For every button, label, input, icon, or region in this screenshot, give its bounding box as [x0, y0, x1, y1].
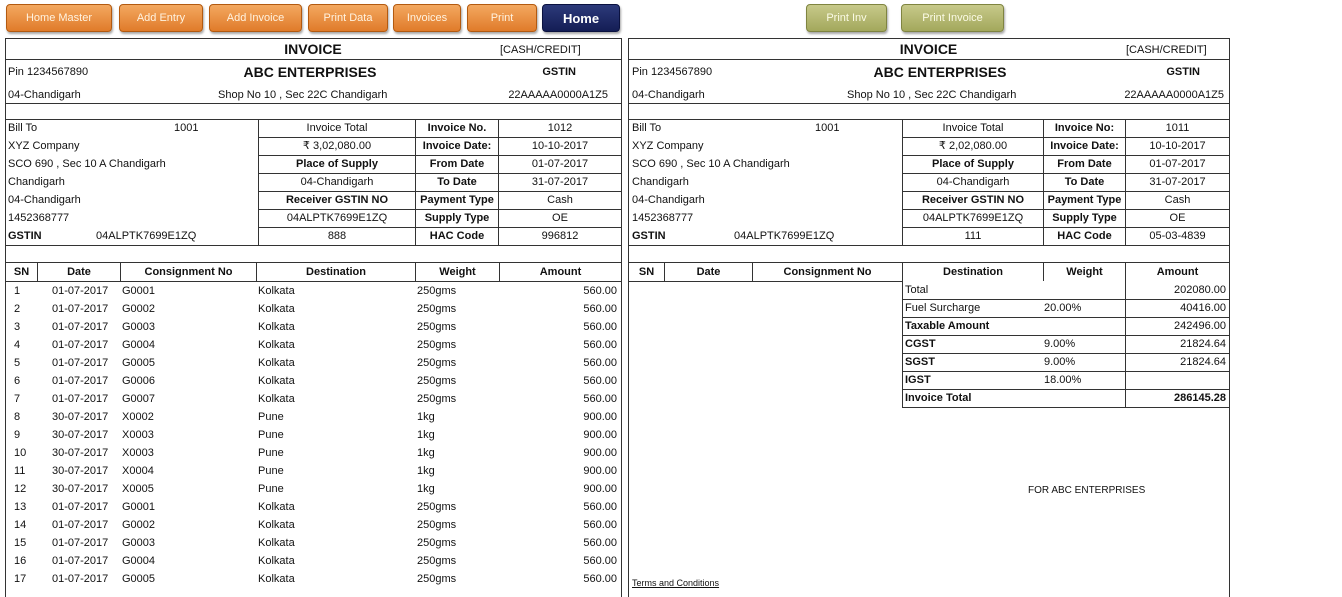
- gstin-label: GSTIN: [1166, 65, 1200, 78]
- row-consignment: G0007: [122, 393, 156, 405]
- row-amount: 900.00: [583, 411, 617, 423]
- row-weight: 250gms: [417, 519, 457, 531]
- row-weight: 1kg: [417, 429, 435, 441]
- row-sn: 16: [14, 555, 27, 567]
- invoice-no-label: Invoice No.: [427, 122, 487, 134]
- summary-rate: [1044, 390, 1124, 407]
- row-date: 01-07-2017: [52, 321, 109, 333]
- from-date-label: From Date: [1057, 158, 1112, 170]
- customer-gstin: 04ALPTK7699E1ZQ: [734, 230, 835, 242]
- summary-rate: 9.00%: [1044, 356, 1076, 368]
- summary-label: CGST: [905, 338, 936, 350]
- row-amount: 560.00: [583, 375, 617, 387]
- row-destination: Pune: [258, 465, 284, 477]
- row-date: 01-07-2017: [52, 285, 109, 297]
- row-destination: Kolkata: [258, 303, 295, 315]
- row-consignment: G0005: [122, 573, 156, 585]
- row-consignment: G0003: [122, 321, 156, 333]
- company-name: ABC ENTERPRISES: [243, 64, 377, 80]
- customer-city: Chandigarh: [632, 176, 689, 188]
- row-consignment: X0005: [122, 483, 154, 495]
- row-amount: 560.00: [583, 357, 617, 369]
- col-consignment: Consignment No: [783, 265, 872, 278]
- row-weight: 250gms: [417, 339, 457, 351]
- cash-credit-label: [CASH/CREDIT]: [1126, 43, 1207, 56]
- invoice-total-value: ₹ 2,02,080.00: [938, 140, 1008, 152]
- row-weight: 250gms: [417, 357, 457, 369]
- customer-city: Chandigarh: [8, 176, 65, 188]
- invoice-total-label: Invoice Total: [306, 122, 368, 134]
- row-amount: 900.00: [583, 447, 617, 459]
- bill-to-code: 1001: [174, 122, 199, 134]
- customer-address: SCO 690 , Sec 10 A Chandigarh: [632, 158, 790, 170]
- from-date-value: 01-07-2017: [1149, 158, 1206, 170]
- col-destination: Destination: [943, 265, 1003, 278]
- invoice-no-label: Invoice No:: [1054, 122, 1115, 134]
- payment-type-label: Payment Type: [1047, 194, 1122, 206]
- row-date: 01-07-2017: [52, 501, 109, 513]
- row-date: 30-07-2017: [52, 483, 109, 495]
- mid-extra-value: 888: [327, 230, 347, 242]
- row-weight: 250gms: [417, 303, 457, 315]
- invoice-title: INVOICE: [284, 41, 342, 57]
- summary-rate: [1044, 282, 1124, 299]
- row-sn: 11: [14, 465, 26, 477]
- col-amount: Amount: [1156, 265, 1199, 278]
- summary-amount: 242496.00: [1174, 320, 1226, 332]
- row-amount: 900.00: [583, 429, 617, 441]
- gstin-value: 22AAAAA0000A1Z5: [1124, 88, 1224, 101]
- print-data-button[interactable]: Print Data: [308, 4, 388, 32]
- row-weight: 250gms: [417, 537, 457, 549]
- row-destination: Pune: [258, 429, 284, 441]
- mid-extra-value: 111: [964, 230, 982, 242]
- for-company: FOR ABC ENTERPRISES: [1028, 485, 1146, 496]
- row-amount: 560.00: [583, 303, 617, 315]
- row-consignment: G0003: [122, 537, 156, 549]
- row-date: 30-07-2017: [52, 465, 109, 477]
- row-weight: 250gms: [417, 285, 457, 297]
- customer-state: 04-Chandigarh: [8, 194, 81, 206]
- summary-rate: [1044, 318, 1124, 335]
- row-amount: 560.00: [583, 555, 617, 567]
- row-consignment: X0002: [122, 411, 154, 423]
- row-date: 30-07-2017: [52, 411, 109, 423]
- row-weight: 1kg: [417, 447, 435, 459]
- add-entry-button[interactable]: Add Entry: [119, 4, 203, 32]
- row-destination: Pune: [258, 447, 284, 459]
- row-sn: 3: [14, 321, 21, 333]
- summary-label: IGST: [905, 374, 931, 386]
- row-weight: 250gms: [417, 555, 457, 567]
- hac-code-value: 05-03-4839: [1149, 230, 1206, 242]
- row-destination: Kolkata: [258, 285, 295, 297]
- summary-amount: 286145.28: [1174, 392, 1226, 404]
- row-destination: Kolkata: [258, 357, 295, 369]
- invoice-total-value: ₹ 3,02,080.00: [302, 140, 372, 152]
- row-weight: 250gms: [417, 393, 457, 405]
- state-text: 04-Chandigarh: [632, 88, 705, 101]
- col-destination: Destination: [306, 265, 366, 278]
- customer-address: SCO 690 , Sec 10 A Chandigarh: [8, 158, 166, 170]
- row-amount: 900.00: [583, 483, 617, 495]
- from-date-value: 01-07-2017: [531, 158, 589, 170]
- row-destination: Pune: [258, 411, 284, 423]
- row-amount: 560.00: [583, 537, 617, 549]
- row-sn: 12: [14, 483, 27, 495]
- row-consignment: G0001: [122, 285, 156, 297]
- row-date: 01-07-2017: [52, 573, 109, 585]
- row-date: 01-07-2017: [52, 303, 109, 315]
- summary-amount: 21824.64: [1180, 338, 1226, 350]
- row-amount: 900.00: [583, 465, 617, 477]
- row-date: 30-07-2017: [52, 429, 109, 441]
- summary-rate: 9.00%: [1044, 338, 1076, 350]
- customer-name: XYZ Company: [8, 140, 80, 152]
- row-amount: 560.00: [583, 339, 617, 351]
- to-date-label: To Date: [437, 176, 477, 188]
- row-destination: Kolkata: [258, 339, 295, 351]
- summary-label: SGST: [905, 356, 935, 368]
- print-invoice-button[interactable]: Print Invoice: [901, 4, 1004, 32]
- to-date-value: 31-07-2017: [531, 176, 589, 188]
- row-consignment: G0001: [122, 501, 156, 513]
- row-date: 01-07-2017: [52, 393, 109, 405]
- row-consignment: G0002: [122, 303, 156, 315]
- home-master-button[interactable]: Home Master: [6, 4, 112, 32]
- row-sn: 5: [14, 357, 21, 369]
- invoice-no-value: 1012: [547, 122, 573, 134]
- place-of-supply-label: Place of Supply: [932, 158, 1014, 170]
- row-sn: 15: [14, 537, 27, 549]
- hac-code-label: HAC Code: [429, 230, 485, 242]
- place-of-supply-label: Place of Supply: [296, 158, 378, 170]
- row-weight: 250gms: [417, 375, 457, 387]
- summary-rate: 20.00%: [1044, 302, 1082, 314]
- invoice-date-label: Invoice Date:: [1050, 140, 1119, 152]
- row-sn: 9: [14, 429, 21, 441]
- to-date-value: 31-07-2017: [1149, 176, 1206, 188]
- row-amount: 560.00: [583, 321, 617, 333]
- row-date: 01-07-2017: [52, 519, 109, 531]
- row-destination: Kolkata: [258, 573, 295, 585]
- receiver-gstin-label: Receiver GSTIN NO: [285, 194, 389, 206]
- payment-type-value: Cash: [547, 194, 573, 206]
- customer-phone: 1452368777: [8, 212, 70, 224]
- supply-type-value: OE: [552, 212, 568, 224]
- supply-type-value: OE: [1169, 212, 1186, 224]
- from-date-label: From Date: [429, 158, 485, 170]
- home-button[interactable]: Home: [542, 4, 620, 32]
- row-weight: 250gms: [417, 573, 457, 585]
- row-weight: 250gms: [417, 321, 457, 333]
- row-consignment: G0004: [122, 555, 156, 567]
- row-sn: 4: [14, 339, 21, 351]
- summary-amount: [1127, 372, 1226, 389]
- gstin-value: 22AAAAA0000A1Z5: [508, 88, 608, 101]
- col-sn: SN: [13, 265, 30, 278]
- row-consignment: X0003: [122, 447, 154, 459]
- row-destination: Pune: [258, 483, 284, 495]
- receiver-gstin-label: Receiver GSTIN NO: [921, 194, 1025, 206]
- row-amount: 560.00: [583, 519, 617, 531]
- row-destination: Kolkata: [258, 375, 295, 387]
- print-button[interactable]: Print: [467, 4, 537, 32]
- row-destination: Kolkata: [258, 321, 295, 333]
- invoice-date-value: 10-10-2017: [531, 140, 589, 152]
- row-consignment: G0004: [122, 339, 156, 351]
- row-destination: Kolkata: [258, 537, 295, 549]
- invoice-date-value: 10-10-2017: [1149, 140, 1206, 152]
- row-sn: 6: [14, 375, 21, 387]
- summary-label: Fuel Surcharge: [905, 302, 981, 314]
- invoices-button[interactable]: Invoices: [393, 4, 461, 32]
- summary-amount: 21824.64: [1180, 356, 1226, 368]
- bill-to-label: Bill To: [632, 122, 662, 134]
- pin-text: Pin 1234567890: [632, 65, 713, 78]
- row-weight: 1kg: [417, 483, 435, 495]
- receiver-gstin-value: 04ALPTK7699E1ZQ: [922, 212, 1024, 224]
- summary-label: Taxable Amount: [905, 320, 990, 332]
- summary-amount: 202080.00: [1174, 284, 1226, 296]
- add-invoice-button[interactable]: Add Invoice: [209, 4, 302, 32]
- row-sn: 7: [14, 393, 21, 405]
- row-sn: 10: [14, 447, 27, 459]
- address-text: Shop No 10 , Sec 22C Chandigarh: [218, 88, 388, 101]
- to-date-label: To Date: [1064, 176, 1105, 188]
- customer-phone: 1452368777: [632, 212, 694, 224]
- hac-code-label: HAC Code: [1057, 230, 1112, 242]
- summary-label: Invoice Total: [905, 392, 972, 404]
- col-sn: SN: [638, 265, 655, 278]
- row-consignment: G0006: [122, 375, 156, 387]
- summary-amount: 40416.00: [1180, 302, 1226, 314]
- invoice-date-label: Invoice Date:: [422, 140, 492, 152]
- summary-label: Total: [905, 284, 929, 296]
- state-text: 04-Chandigarh: [8, 88, 81, 101]
- place-of-supply-value: 04-Chandigarh: [300, 176, 374, 188]
- print-inv-button[interactable]: Print Inv: [806, 4, 887, 32]
- row-consignment: X0004: [122, 465, 154, 477]
- company-name: ABC ENTERPRISES: [873, 64, 1007, 80]
- bill-to-code: 1001: [815, 122, 840, 134]
- row-sn: 13: [14, 501, 27, 513]
- pin-text: Pin 1234567890: [8, 65, 89, 78]
- row-amount: 560.00: [583, 573, 617, 585]
- customer-gstin-label: GSTIN: [632, 230, 666, 242]
- col-weight: Weight: [1066, 265, 1103, 278]
- supply-type-label: Supply Type: [1052, 212, 1117, 224]
- summary-rate: 18.00%: [1044, 374, 1082, 386]
- row-amount: 560.00: [583, 393, 617, 405]
- row-date: 01-07-2017: [52, 555, 109, 567]
- address-text: Shop No 10 , Sec 22C Chandigarh: [847, 88, 1017, 101]
- place-of-supply-value: 04-Chandigarh: [936, 176, 1010, 188]
- row-destination: Kolkata: [258, 519, 295, 531]
- receiver-gstin-value: 04ALPTK7699E1ZQ: [286, 212, 388, 224]
- row-date: 01-07-2017: [52, 375, 109, 387]
- row-date: 01-07-2017: [52, 339, 109, 351]
- payment-type-label: Payment Type: [420, 194, 494, 206]
- terms-conditions: Terms and Conditions: [632, 577, 720, 588]
- customer-name: XYZ Company: [632, 140, 704, 152]
- invoice-total-label: Invoice Total: [942, 122, 1004, 134]
- row-consignment: X0003: [122, 429, 154, 441]
- col-consignment: Consignment No: [144, 265, 233, 278]
- row-weight: 1kg: [417, 465, 435, 477]
- row-amount: 560.00: [583, 501, 617, 513]
- customer-gstin: 04ALPTK7699E1ZQ: [96, 230, 197, 242]
- gstin-label: GSTIN: [542, 65, 576, 78]
- row-sn: 14: [14, 519, 27, 531]
- row-destination: Kolkata: [258, 501, 295, 513]
- cash-credit-label: [CASH/CREDIT]: [500, 43, 581, 56]
- customer-state: 04-Chandigarh: [632, 194, 705, 206]
- payment-type-value: Cash: [1164, 194, 1191, 206]
- col-weight: Weight: [439, 265, 476, 278]
- col-amount: Amount: [539, 265, 582, 278]
- col-date: Date: [696, 265, 721, 278]
- row-sn: 1: [14, 285, 21, 297]
- row-date: 01-07-2017: [52, 537, 109, 549]
- col-date: Date: [67, 265, 91, 278]
- row-sn: 17: [14, 573, 27, 585]
- row-consignment: G0002: [122, 519, 156, 531]
- row-date: 01-07-2017: [52, 357, 109, 369]
- row-weight: 1kg: [417, 411, 435, 423]
- left-invoice: [0, 0, 628, 597]
- invoice-no-value: 1011: [1165, 122, 1190, 134]
- row-sn: 2: [14, 303, 21, 315]
- row-weight: 250gms: [417, 501, 457, 513]
- row-date: 30-07-2017: [52, 447, 109, 459]
- invoice-title: INVOICE: [899, 41, 958, 57]
- customer-gstin-label: GSTIN: [8, 230, 42, 242]
- row-destination: Kolkata: [258, 555, 295, 567]
- bill-to-label: Bill To: [8, 122, 38, 134]
- row-amount: 560.00: [583, 285, 617, 297]
- row-sn: 8: [14, 411, 21, 423]
- supply-type-label: Supply Type: [424, 212, 490, 224]
- hac-code-value: 996812: [541, 230, 579, 242]
- row-consignment: G0005: [122, 357, 156, 369]
- row-destination: Kolkata: [258, 393, 295, 405]
